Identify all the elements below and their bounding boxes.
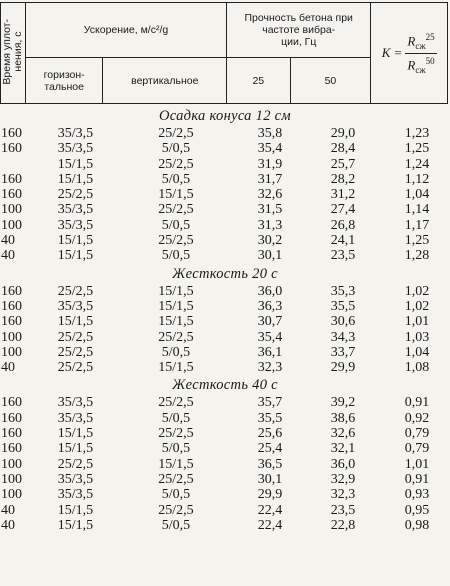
horizontal-cell: 35/3,5 — [57, 298, 94, 314]
section-title: Осадка конуса 12 см — [159, 108, 291, 124]
strength-25-cell: 32,3 — [257, 360, 283, 376]
table-row — [0, 126, 450, 141]
table-row — [0, 233, 450, 248]
time-cell: 100 — [1, 344, 22, 360]
table-row — [0, 330, 450, 345]
strength-50-cell: 32,1 — [330, 441, 356, 457]
vertical-cell: 5/0,5 — [161, 141, 191, 157]
time-cell: 100 — [1, 487, 22, 503]
time-cell: 100 — [1, 456, 22, 472]
strength-25-cell: 36,3 — [257, 298, 283, 314]
strength-25-cell: 36,1 — [257, 344, 283, 360]
horizontal-cell: 35/3,5 — [57, 410, 94, 426]
horizontal-cell: 15/1,5 — [57, 502, 94, 518]
strength-50-cell: 28,4 — [330, 141, 356, 157]
table-header — [0, 2, 448, 104]
strength-25-cell: 31,3 — [257, 217, 283, 233]
vertical-cell: 15/1,5 — [158, 456, 194, 472]
vertical-cell: 15/1,5 — [158, 187, 194, 203]
horizontal-cell: 25/2,5 — [57, 344, 94, 360]
horizontal-cell: 35/3,5 — [57, 395, 94, 411]
strength-50-cell: 26,8 — [330, 217, 356, 233]
horizontal-cell: 15/1,5 — [57, 441, 94, 457]
table-row — [0, 360, 450, 375]
time-cell: 100 — [1, 471, 22, 487]
header-acceleration: Ускорение, м/с²/g — [25, 3, 226, 58]
vertical-cell: 25/2,5 — [158, 426, 194, 442]
horizontal-cell: 35/3,5 — [57, 202, 94, 218]
table-row — [0, 487, 450, 502]
strength-25-cell: 36,5 — [257, 456, 283, 472]
k-cell: 1,25 — [404, 233, 430, 249]
table-row — [0, 284, 450, 299]
strength-50-cell: 39,2 — [330, 395, 356, 411]
strength-50-cell: 22,8 — [330, 517, 356, 533]
k-cell: 1,02 — [404, 298, 430, 314]
time-cell: 40 — [1, 248, 15, 264]
table-row — [0, 141, 450, 156]
table-row — [0, 248, 450, 263]
vertical-cell: 5/0,5 — [161, 487, 191, 503]
strength-50-cell: 27,4 — [330, 202, 356, 218]
strength-50-cell: 29,0 — [330, 126, 356, 141]
horizontal-cell: 25/2,5 — [57, 187, 94, 203]
table-row — [0, 202, 450, 217]
strength-25-cell: 31,7 — [257, 171, 283, 187]
time-cell: 160 — [1, 298, 22, 314]
table-row — [0, 411, 450, 426]
horizontal-cell: 35/3,5 — [57, 141, 94, 157]
k-cell: 1,08 — [404, 360, 430, 376]
vertical-cell: 5/0,5 — [161, 217, 191, 233]
table-row — [0, 395, 450, 410]
time-cell — [0, 157, 37, 172]
time-cell: 40 — [1, 517, 15, 533]
strength-25-cell: 31,5 — [257, 202, 283, 218]
time-cell: 160 — [1, 283, 22, 299]
strength-25-cell: 35,8 — [257, 126, 283, 141]
vertical-cell: 5/0,5 — [161, 410, 191, 426]
table-row — [0, 314, 450, 329]
header-horizontal: горизон- тальное — [25, 58, 103, 104]
table-body — [0, 106, 450, 533]
k-cell: 1,03 — [404, 329, 430, 345]
time-cell: 160 — [1, 171, 22, 187]
strength-25-cell: 31,9 — [257, 156, 283, 172]
time-cell: 160 — [1, 441, 22, 457]
table-row — [0, 518, 450, 533]
strength-50-cell: 36,0 — [330, 456, 356, 472]
strength-50-cell: 32,6 — [330, 426, 356, 442]
k-cell: 0,79 — [404, 426, 430, 442]
table-row — [0, 503, 450, 518]
horizontal-cell: 25/2,5 — [57, 329, 94, 345]
k-cell: 1,04 — [404, 187, 430, 203]
time-cell: 40 — [1, 502, 15, 518]
k-cell: 1,01 — [404, 314, 430, 330]
k-cell: 0,91 — [404, 395, 430, 411]
k-cell: 1,04 — [404, 344, 430, 360]
strength-50-cell: 23,5 — [330, 502, 356, 518]
time-cell: 40 — [1, 360, 15, 376]
table-row — [0, 187, 450, 202]
vertical-cell: 25/2,5 — [158, 202, 194, 218]
k-cell: 1,02 — [404, 283, 430, 299]
horizontal-cell: 25/2,5 — [57, 360, 94, 376]
time-cell: 160 — [1, 426, 22, 442]
horizontal-cell: 15/1,5 — [57, 517, 94, 533]
time-cell: 40 — [1, 233, 15, 249]
horizontal-cell: 35/3,5 — [57, 126, 94, 141]
k-cell: 1,25 — [404, 141, 430, 157]
section-title: Жесткость 40 с — [172, 377, 278, 394]
time-cell: 160 — [1, 126, 22, 141]
k-formula — [371, 31, 447, 76]
strength-25-cell: 30,1 — [257, 471, 283, 487]
k-fraction — [405, 31, 436, 76]
vertical-cell: 15/1,5 — [158, 360, 194, 376]
horizontal-cell: 15/1,5 — [57, 156, 94, 172]
strength-25-cell: 30,2 — [257, 233, 283, 249]
time-cell: 160 — [1, 314, 22, 330]
table-row — [0, 299, 450, 314]
table-row — [0, 472, 450, 487]
strength-50-cell: 28,2 — [330, 171, 356, 187]
time-cell: 160 — [1, 410, 22, 426]
horizontal-cell: 15/1,5 — [57, 314, 94, 330]
k-cell: 0,98 — [404, 517, 430, 533]
horizontal-cell: 15/1,5 — [57, 248, 94, 264]
k-cell: 1,14 — [404, 202, 430, 218]
k-numerator: $R_{сж}^{25}$ — [405, 31, 436, 54]
vertical-cell: 25/2,5 — [158, 502, 194, 518]
vertical-cell: 5/0,5 — [161, 171, 191, 187]
k-cell: 0,91 — [404, 471, 430, 487]
k-cell: 0,92 — [404, 410, 430, 426]
strength-50-cell: 24,1 — [330, 233, 356, 249]
horizontal-cell: 35/3,5 — [57, 487, 94, 503]
strength-25-cell: 35,5 — [257, 410, 283, 426]
k-cell: 1,17 — [404, 217, 430, 233]
horizontal-cell: 35/3,5 — [57, 471, 94, 487]
strength-50-cell: 25,7 — [330, 156, 356, 172]
time-cell: 100 — [1, 217, 22, 233]
k-cell: 1,01 — [404, 456, 430, 472]
table-row — [0, 218, 450, 233]
strength-25-cell: 35,4 — [257, 141, 283, 157]
header-time-label: Время уплот- нения, с — [0, 18, 24, 85]
strength-25-cell: 22,4 — [257, 502, 283, 518]
horizontal-cell: 15/1,5 — [57, 426, 94, 442]
strength-25-cell: 32,6 — [257, 187, 283, 203]
vertical-cell: 5/0,5 — [161, 344, 191, 360]
vertical-cell: 25/2,5 — [158, 156, 194, 172]
vertical-cell: 15/1,5 — [158, 283, 194, 299]
strength-50-cell: 31,2 — [330, 187, 356, 203]
horizontal-cell: 15/1,5 — [57, 171, 94, 187]
strength-25-cell: 25,6 — [257, 426, 283, 442]
horizontal-cell: 25/2,5 — [57, 283, 94, 299]
k-cell: 0,95 — [404, 502, 430, 518]
strength-25-cell: 35,7 — [257, 395, 283, 411]
horizontal-cell: 25/2,5 — [57, 456, 94, 472]
vertical-cell: 15/1,5 — [158, 314, 194, 330]
time-cell: 160 — [1, 141, 22, 157]
strength-50-cell: 32,9 — [330, 471, 356, 487]
vertical-cell: 25/2,5 — [158, 233, 194, 249]
k-denominator: $R_{сж}^{50}$ — [407, 55, 435, 75]
k-cell: 1,12 — [404, 171, 430, 187]
vertical-cell: 25/2,5 — [158, 395, 194, 411]
strength-50-cell: 29,9 — [330, 360, 356, 376]
vertical-cell: 25/2,5 — [158, 471, 194, 487]
strength-50-cell: 33,7 — [330, 344, 356, 360]
vertical-cell: 25/2,5 — [158, 126, 194, 141]
strength-25-cell: 35,4 — [257, 329, 283, 345]
time-cell: 100 — [1, 202, 22, 218]
strength-50-cell: 34,3 — [330, 329, 356, 345]
vertical-cell: 5/0,5 — [161, 248, 191, 264]
k-cell: 1,28 — [404, 248, 430, 264]
vertical-cell: 5/0,5 — [161, 517, 191, 533]
header-freq-25: 25 — [227, 58, 290, 104]
strength-50-cell: 35,5 — [330, 298, 356, 314]
horizontal-cell: 15/1,5 — [57, 233, 94, 249]
section-title: Жесткость 20 с — [172, 265, 278, 282]
strength-50-cell: 38,6 — [330, 410, 356, 426]
table-row — [0, 345, 450, 360]
strength-50-cell: 35,3 — [330, 283, 356, 299]
strength-25-cell: 29,9 — [257, 487, 283, 503]
header-vertical: вертикальное — [103, 58, 227, 104]
strength-25-cell: 36,0 — [257, 283, 283, 299]
horizontal-cell: 35/3,5 — [57, 217, 94, 233]
k-cell: 0,93 — [404, 487, 430, 503]
k-cell: 0,79 — [404, 441, 430, 457]
strength-25-cell: 30,1 — [257, 248, 283, 264]
strength-25-cell: 30,7 — [257, 314, 283, 330]
table-row — [0, 157, 450, 172]
strength-50-cell: 32,3 — [330, 487, 356, 503]
strength-50-cell: 23,5 — [330, 248, 356, 264]
k-cell: 1,24 — [404, 156, 430, 172]
header-freq-50: 50 — [290, 58, 371, 104]
k-label: K = — [381, 45, 403, 60]
time-cell: 160 — [1, 395, 22, 411]
table-row — [0, 172, 450, 187]
strength-25-cell: 25,4 — [257, 441, 283, 457]
header-strength: Прочность бетона при частоте вибра- ции, Гц — [227, 3, 371, 58]
table-row — [0, 426, 450, 441]
time-cell: 100 — [1, 329, 22, 345]
strength-25-cell: 22,4 — [257, 517, 283, 533]
header-k — [371, 3, 448, 104]
vertical-cell: 25/2,5 — [158, 329, 194, 345]
table-row — [0, 441, 450, 456]
vertical-cell: 5/0,5 — [161, 441, 191, 457]
strength-50-cell: 30,6 — [330, 314, 356, 330]
header-time — [1, 3, 26, 104]
table-row — [0, 457, 450, 472]
time-cell: 160 — [1, 187, 22, 203]
k-cell: 1,23 — [404, 126, 430, 141]
vertical-cell: 15/1,5 — [158, 298, 194, 314]
